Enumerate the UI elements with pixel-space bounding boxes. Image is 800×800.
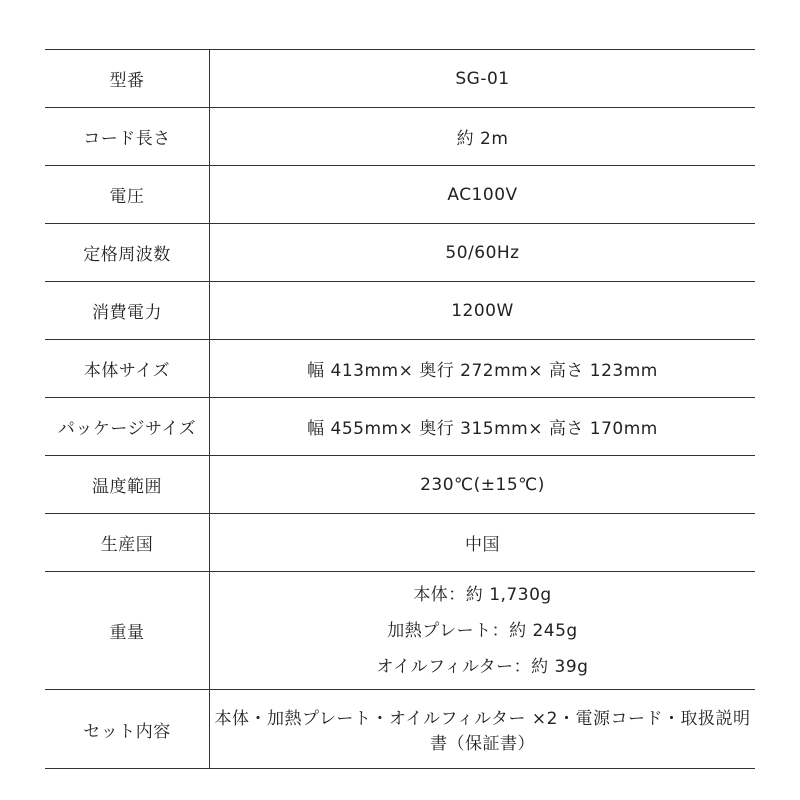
value-set-contents: 本体・加熱プレート・オイルフィルター ×2・電源コード・取扱説明書（保証書） <box>210 690 756 769</box>
label-set-contents: セット内容 <box>45 690 210 769</box>
weight-line-oil-filter: オイルフィルター：約 39g <box>376 656 589 677</box>
label-voltage: 電圧 <box>45 166 210 224</box>
row-model-number <box>45 50 755 108</box>
row-country-of-origin <box>45 514 755 572</box>
label-model-number: 型番 <box>45 50 210 108</box>
row-package-size <box>45 398 755 456</box>
label-package-size: パッケージサイズ <box>45 398 210 456</box>
value-temperature-range: 230℃(±15℃) <box>210 456 756 514</box>
weight-line-heating-plate: 加熱プレート：約 245g <box>387 620 578 641</box>
row-body-size <box>45 340 755 398</box>
label-country-of-origin: 生産国 <box>45 514 210 572</box>
value-model-number: SG-01 <box>210 50 756 108</box>
row-cord-length <box>45 108 755 166</box>
spec-table <box>45 49 755 769</box>
label-cord-length: コード長さ <box>45 108 210 166</box>
value-package-size: 幅 455mm× 奥行 315mm× 高さ 170mm <box>210 398 756 456</box>
label-power-consumption: 消費電力 <box>45 282 210 340</box>
value-weight <box>210 572 756 690</box>
value-power-consumption: 1200W <box>210 282 756 340</box>
value-body-size: 幅 413mm× 奥行 272mm× 高さ 123mm <box>210 340 756 398</box>
row-frequency <box>45 224 755 282</box>
label-temperature-range: 温度範囲 <box>45 456 210 514</box>
value-cord-length: 約 2m <box>210 108 756 166</box>
weight-line-body: 本体：約 1,730g <box>413 584 552 605</box>
value-frequency: 50/60Hz <box>210 224 756 282</box>
value-country-of-origin: 中国 <box>210 514 756 572</box>
row-voltage <box>45 166 755 224</box>
row-set-contents <box>45 690 755 769</box>
row-temperature-range <box>45 456 755 514</box>
label-body-size: 本体サイズ <box>45 340 210 398</box>
row-weight <box>45 572 755 690</box>
value-voltage: AC100V <box>210 166 756 224</box>
label-frequency: 定格周波数 <box>45 224 210 282</box>
row-power-consumption <box>45 282 755 340</box>
label-weight: 重量 <box>45 572 210 690</box>
